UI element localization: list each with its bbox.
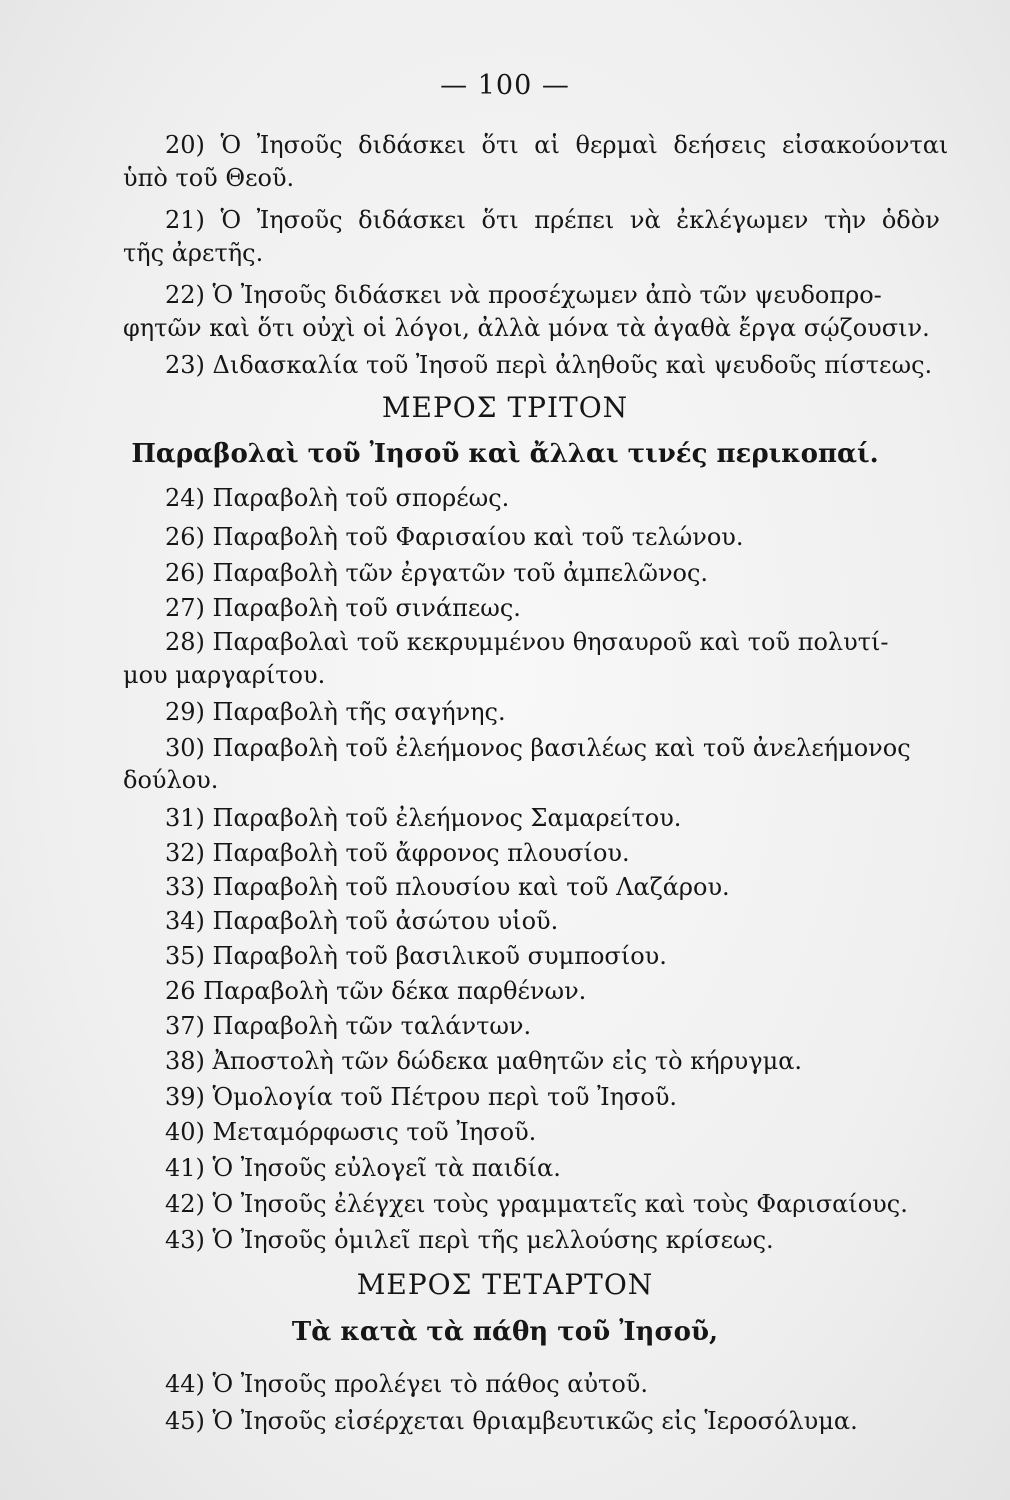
section-subheading: Παραβολαὶ τοῦ Ἰησοῦ καὶ ἄλλαι τινές περικοπαί. <box>131 439 879 469</box>
list-item: 42) Ὁ Ἰησοῦς ἐλέγχει τοὺς γραμματεῖς καὶ τοὺς Φαρισαίους. <box>165 1190 908 1218</box>
list-item: 43) Ὁ Ἰησοῦς ὁμιλεῖ περὶ τῆς μελλούσης κρίσεως. <box>165 1226 774 1254</box>
list-item: 34) Παραβολὴ τοῦ ἀσώτου υἱοῦ. <box>165 907 559 935</box>
list-item-continuation: δούλου. <box>123 766 219 794</box>
list-item: 39) Ὁμολογία τοῦ Πέτρου περὶ τοῦ Ἰησοῦ. <box>165 1083 678 1111</box>
section-heading: ΜΕΡΟΣ ΤΕΤΑΡΤΟΝ <box>356 1268 654 1301</box>
list-item: 40) Μεταμόρφωσις τοῦ Ἰησοῦ. <box>165 1118 537 1146</box>
list-item: 30) Παραβολὴ τοῦ ἐλεήμονος βασιλέως καὶ τοῦ ἀνελεήμονος <box>165 734 911 762</box>
list-item: 37) Παραβολὴ τῶν ταλάντων. <box>165 1012 532 1040</box>
list-item: 38) Ἀποστολὴ τῶν δώδεκα μαθητῶν εἰς τὸ κήρυγμα. <box>165 1047 803 1075</box>
text-line: 21) Ὁ Ἰησοῦς διδάσκει ὅτι πρέπει νὰ ἐκλέγωμεν τὴν ὁδὸν <box>165 206 940 234</box>
text-line: ὑπὸ τοῦ Θεοῦ. <box>123 164 295 192</box>
list-item: 24) Παραβολὴ τοῦ σπορέως. <box>165 484 510 512</box>
list-item: 45) Ὁ Ἰησοῦς εἰσέρχεται θριαμβευτικῶς εἰς Ἱεροσόλυμα. <box>165 1407 858 1435</box>
list-item: 31) Παραβολὴ τοῦ ἐλεήμονος Σαμαρείτου. <box>165 804 682 832</box>
list-item: 26 Παραβολὴ τῶν δέκα παρθένων. <box>165 977 587 1005</box>
list-item: 41) Ὁ Ἰησοῦς εὐλογεῖ τὰ παιδία. <box>165 1154 561 1182</box>
text-line: τῆς ἀρετῆς. <box>123 239 264 267</box>
section-heading: ΜΕΡΟΣ ΤΡΙΤΟΝ <box>381 391 629 424</box>
list-item: 26) Παραβολὴ τοῦ Φαρισαίου καὶ τοῦ τελώνου. <box>165 523 744 551</box>
page-number: — 100 — <box>440 70 570 101</box>
list-item: 44) Ὁ Ἰησοῦς προλέγει τὸ πάθος αὐτοῦ. <box>165 1370 648 1398</box>
text-line: 22) Ὁ Ἰησοῦς διδάσκει νὰ προσέχωμεν ἀπὸ τῶν ψευδοπρο- <box>165 281 882 309</box>
list-item: 27) Παραβολὴ τοῦ σινάπεως. <box>165 594 521 622</box>
list-item: 32) Παραβολὴ τοῦ ἄφρονος πλουσίου. <box>165 839 630 867</box>
text-line: φητῶν καὶ ὅτι οὐχὶ οἱ λόγοι, ἀλλὰ μόνα τὰ ἀγαθὰ ἔργα σῴζουσιν. <box>123 314 930 342</box>
list-item: 29) Παραβολὴ τῆς σαγήνης. <box>165 698 506 726</box>
list-item: 33) Παραβολὴ τοῦ πλουσίου καὶ τοῦ Λαζάρου. <box>165 873 730 901</box>
section-subheading: Τὰ κατὰ τὰ πάθη τοῦ Ἰησοῦ, <box>291 1317 719 1347</box>
text-line: 23) Διδασκαλία τοῦ Ἰησοῦ περὶ ἀληθοῦς καὶ ψευδοῦς πίστεως. <box>165 351 933 379</box>
list-item: 28) Παραβολαὶ τοῦ κεκρυμμένου θησαυροῦ καὶ τοῦ πολυτί- <box>165 628 889 656</box>
list-item-continuation: μου μαργαρίτου. <box>123 661 326 689</box>
list-item: 26) Παραβολὴ τῶν ἐργατῶν τοῦ ἀμπελῶνος. <box>165 559 709 587</box>
text-line: 20) Ὁ Ἰησοῦς διδάσκει ὅτι αἱ θερμαὶ δεήσεις εἰσακούονται <box>165 131 949 159</box>
list-item: 35) Παραβολὴ τοῦ βασιλικοῦ συμποσίου. <box>165 942 667 970</box>
